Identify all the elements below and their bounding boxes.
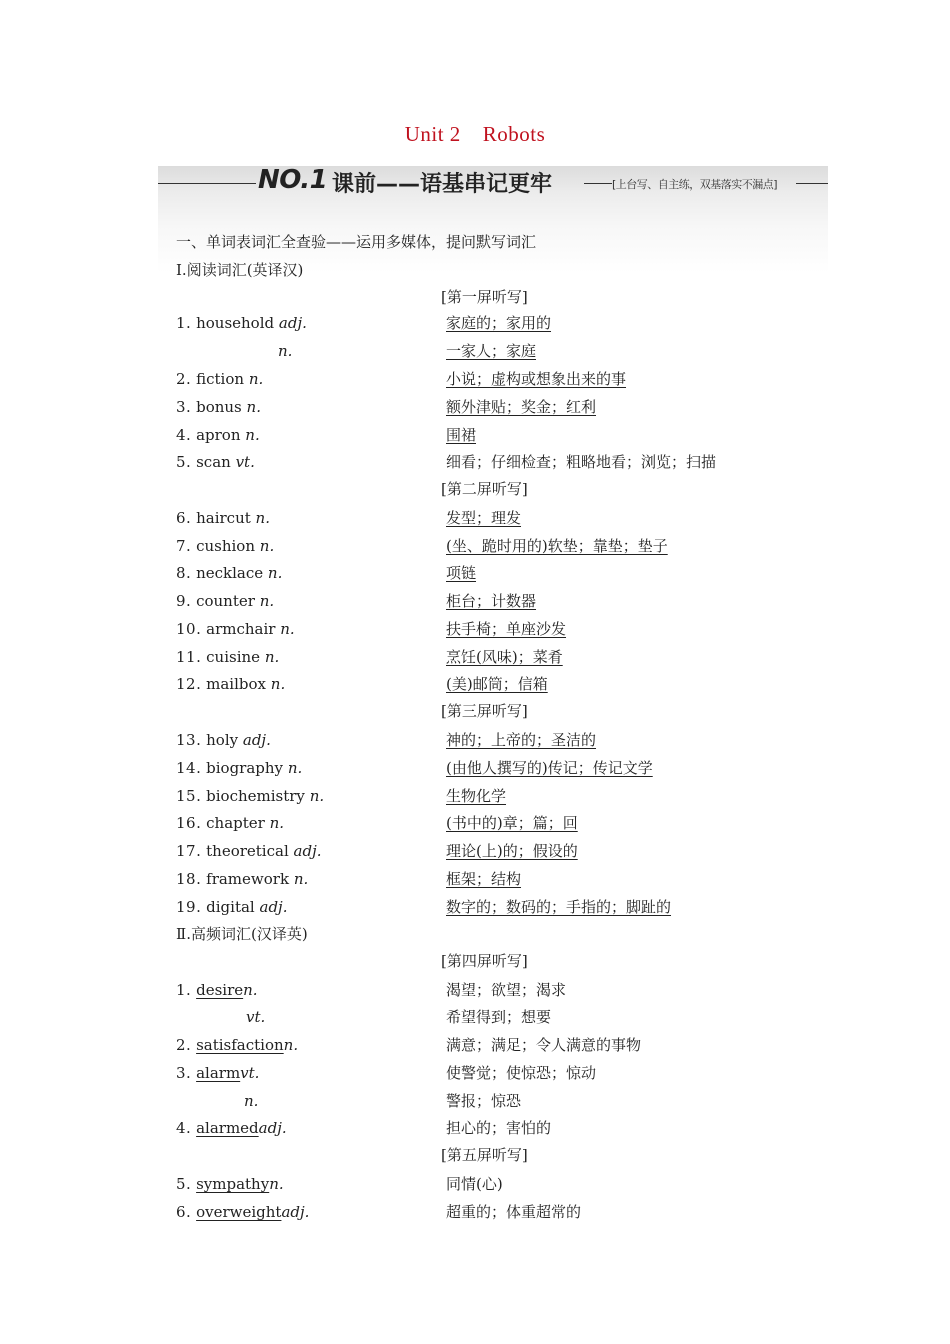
banner-rule-left: [158, 183, 256, 184]
part-heading-highfreq: Ⅱ.高频词汇(汉译英): [176, 925, 308, 943]
page-title: [0, 122, 950, 147]
vocab-meaning: 渴望；欲望；渴求: [446, 981, 567, 999]
vocab-row: 15. biochemistry n.: [176, 787, 325, 805]
vocab-meaning: 一家人；家庭: [446, 342, 537, 360]
vocab-row: 5. scan vt.: [176, 453, 255, 471]
vocab-meaning: 使警觉；使惊恐；惊动: [446, 1064, 597, 1082]
vocab-meaning: 超重的；体重超常的: [446, 1203, 582, 1221]
vocab-row: 17. theoretical adj.: [176, 842, 322, 860]
unit-label: Unit 2: [404, 122, 461, 146]
vocab-row: 18. framework n.: [176, 870, 309, 888]
vocab-meaning: 担心的；害怕的: [446, 1119, 552, 1137]
vocab-row: 11. cuisine n.: [176, 648, 280, 666]
vocab-row: 1. household adj.: [176, 314, 307, 332]
vocab-meaning: 警报；惊恐: [446, 1092, 522, 1110]
vocab-meaning: 数字的；数码的；手指的；脚趾的: [446, 898, 672, 916]
vocab-row: 19. digital adj.: [176, 898, 288, 916]
vocab-meaning: 烹饪(风味)；菜肴: [446, 648, 563, 666]
vocab-meaning: (书中的)章；篇；回: [446, 814, 578, 832]
vocab-meaning: 细看；仔细检查；粗略地看；浏览；扫描: [446, 453, 717, 471]
vocab-row: 2. satisfactionn.: [176, 1036, 299, 1054]
vocab-meaning: 家庭的；家用的: [446, 314, 552, 332]
vocab-meaning: 柜台；计数器: [446, 592, 537, 610]
vocab-meaning: 同情(心): [446, 1175, 503, 1193]
vocab-row: 13. holy adj.: [176, 731, 271, 749]
screen-label: [第三屏听写]: [441, 702, 528, 720]
banner-note: [上台写、自主练，双基落实不漏点]: [612, 178, 778, 191]
banner-rule-mid: [584, 183, 612, 184]
banner-number: NO.1: [258, 165, 328, 195]
vocab-pos: vt.: [246, 1008, 266, 1026]
vocab-meaning: 额外津贴；奖金；红利: [446, 398, 597, 416]
vocab-pos: n.: [244, 1092, 259, 1110]
vocab-row: 9. counter n.: [176, 592, 275, 610]
vocab-pos: n.: [278, 342, 293, 360]
vocab-meaning: (坐、跪时用的)软垫；靠垫；垫子: [446, 537, 668, 555]
vocab-row: 8. necklace n.: [176, 564, 283, 582]
vocab-meaning: 希望得到；想要: [446, 1008, 552, 1026]
banner-heading: 课前——语基串记更牢: [332, 172, 553, 197]
vocab-meaning: 理论(上)的；假设的: [446, 842, 578, 860]
vocab-row: 7. cushion n.: [176, 537, 275, 555]
vocab-row: 4. apron n.: [176, 426, 260, 444]
vocab-row: 10. armchair n.: [176, 620, 295, 638]
vocab-row: 6. overweightadj.: [176, 1203, 310, 1221]
vocab-meaning: (由他人撰写的)传记；传记文学: [446, 759, 653, 777]
vocab-row: 1. desiren.: [176, 981, 258, 999]
vocab-meaning: 小说；虚构或想象出来的事: [446, 370, 627, 388]
vocab-row: 5. sympathyn.: [176, 1175, 284, 1193]
vocab-meaning: 生物化学: [446, 787, 507, 805]
vocab-meaning: 项链: [446, 564, 477, 582]
vocab-row: 16. chapter n.: [176, 814, 285, 832]
section-heading: 一、单词表词汇全查验——运用多媒体，提问默写词汇: [176, 233, 537, 251]
vocab-meaning: 满意；满足；令人满意的事物: [446, 1036, 642, 1054]
vocab-meaning: 框架；结构: [446, 870, 522, 888]
unit-topic: Robots: [482, 122, 546, 146]
banner-rule-right: [796, 183, 828, 184]
vocab-row: 14. biography n.: [176, 759, 303, 777]
screen-label: [第五屏听写]: [441, 1146, 528, 1164]
screen-label: [第一屏听写]: [441, 288, 528, 306]
vocab-row: 12. mailbox n.: [176, 675, 286, 693]
screen-label: [第四屏听写]: [441, 952, 528, 970]
vocab-meaning: 神的；上帝的；圣洁的: [446, 731, 597, 749]
vocab-row: 3. alarmvt.: [176, 1064, 260, 1082]
screen-label: [第二屏听写]: [441, 480, 528, 498]
vocab-row: 3. bonus n.: [176, 398, 261, 416]
vocab-meaning: 扶手椅；单座沙发: [446, 620, 567, 638]
vocab-meaning: (美)邮筒；信箱: [446, 675, 548, 693]
part-heading-reading: Ⅰ.阅读词汇(英译汉): [176, 261, 304, 279]
vocab-row: 2. fiction n.: [176, 370, 264, 388]
vocab-meaning: 发型；理发: [446, 509, 522, 527]
vocab-row: 6. haircut n.: [176, 509, 270, 527]
vocab-row: 4. alarmedadj.: [176, 1119, 287, 1137]
vocab-meaning: 围裙: [446, 426, 477, 444]
